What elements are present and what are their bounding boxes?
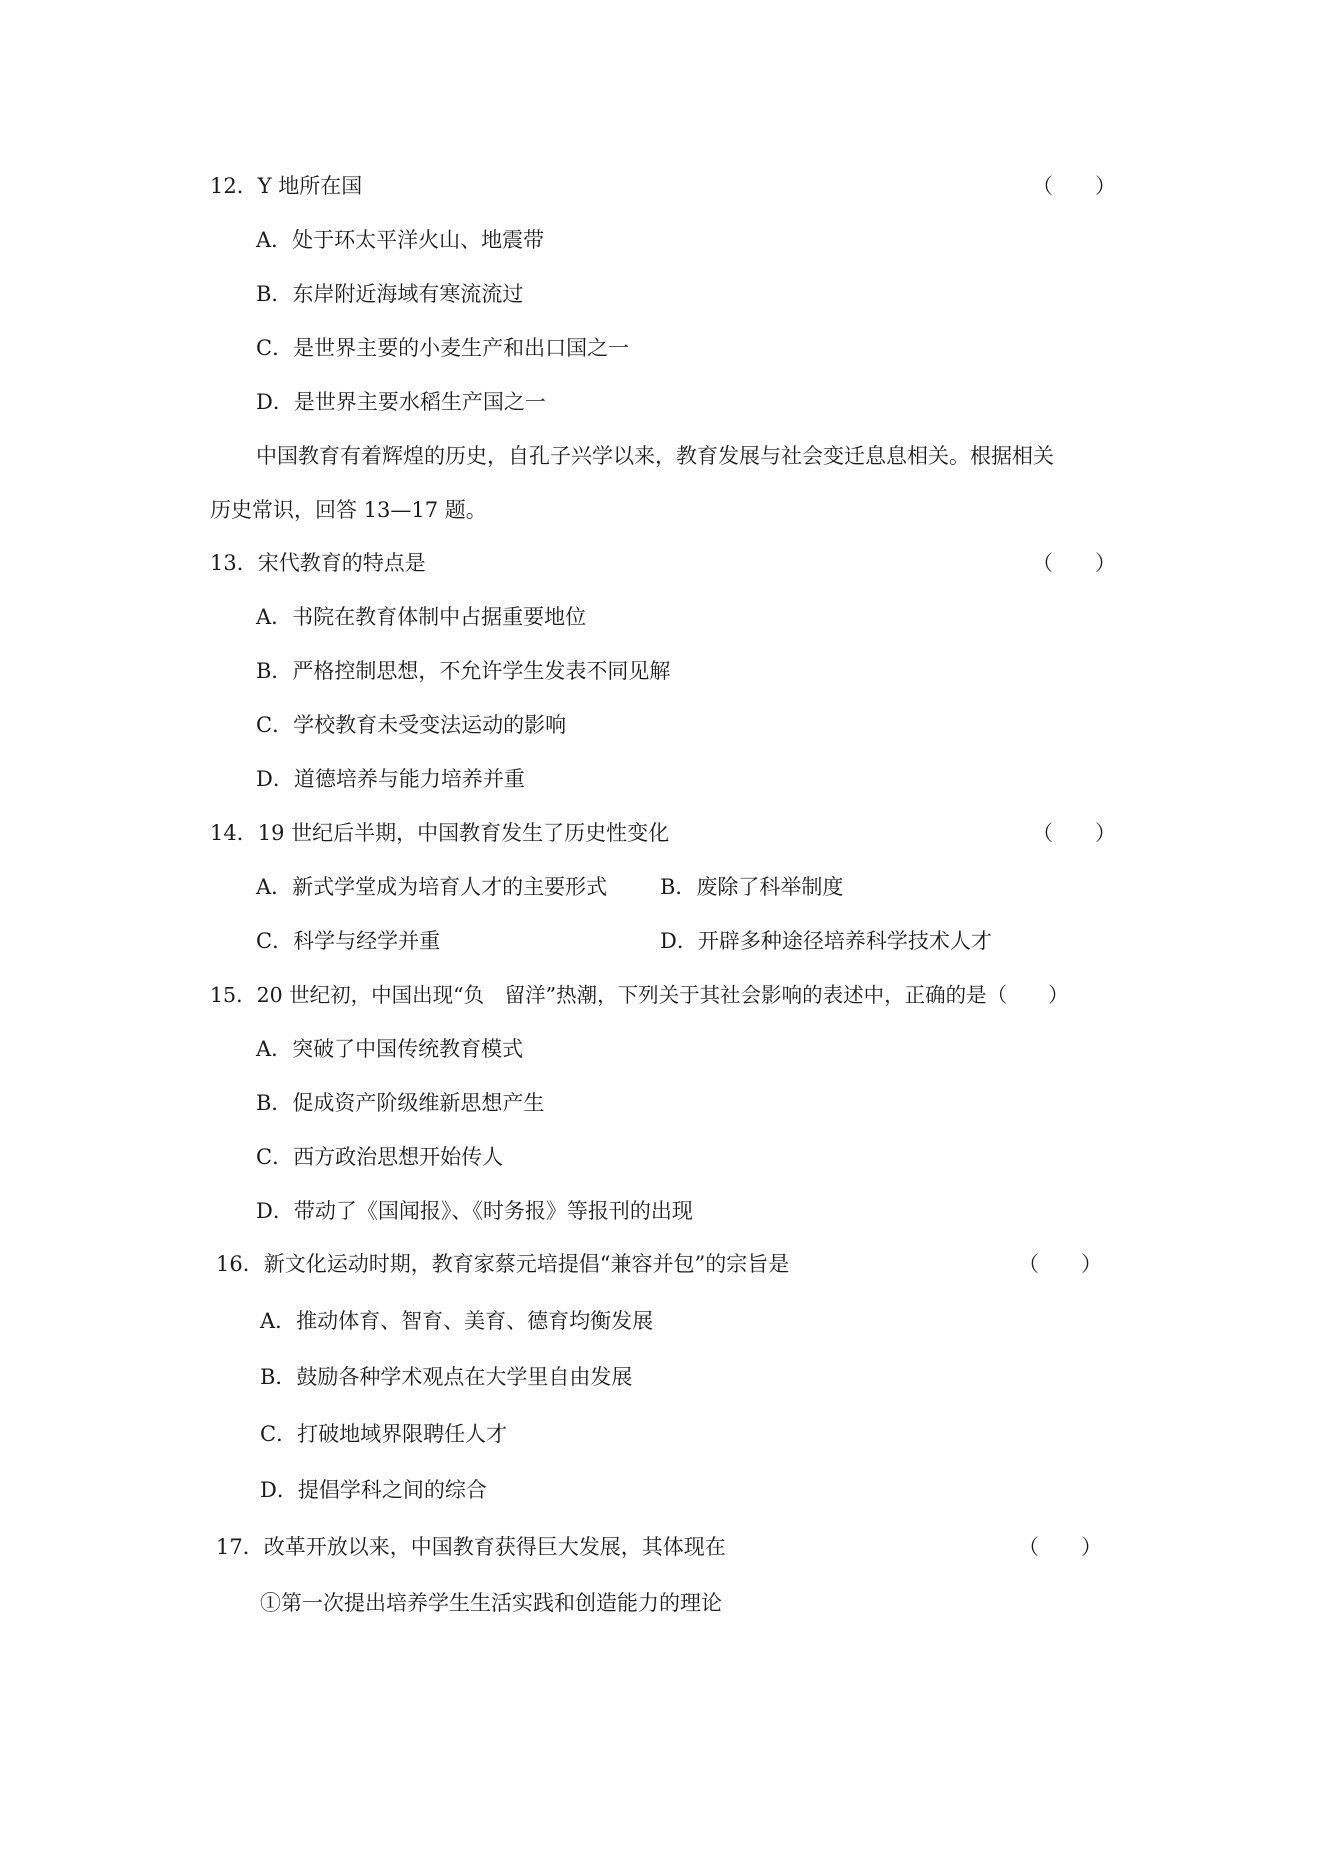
q16-option-a: A．推动体育、智育、美育、德育均衡发展: [260, 1309, 654, 1333]
q12-option-a: A．处于环太平洋火山、地震带: [256, 228, 545, 252]
q13-option-a: A．书院在教育体制中占据重要地位: [256, 605, 587, 629]
q13-option-d: D．道德培养与能力培养并重: [256, 767, 525, 791]
q14-option-c: C．科学与经学并重: [256, 929, 441, 953]
q12-option-b: B．东岸附近海域有寒流流过: [256, 282, 524, 306]
q16-answer-blank: （ ）: [1018, 1252, 1102, 1276]
q15-option-d: D．带动了《国闻报》、《时务报》等报刊的出现: [256, 1199, 693, 1223]
intro-line-1: 中国教育有着辉煌的历史，自孔子兴学以来，教育发展与社会变迁息息相关。根据相关: [256, 444, 1054, 468]
q14-answer-blank: （ ）: [1032, 821, 1116, 845]
q16-option-d: D．提倡学科之间的综合: [260, 1478, 487, 1502]
q12-answer-blank: （ ）: [1032, 174, 1116, 198]
q14-option-d: D．开辟多种途径培养科学技术人才: [660, 929, 992, 953]
q17-item-1: ①第一次提出培养学生生活实践和创造能力的理论: [260, 1591, 722, 1615]
q16-stem: 16．新文化运动时期，教育家蔡元培提倡“兼容并包”的宗旨是: [216, 1252, 790, 1276]
q12-stem: 12．Y 地所在国: [210, 174, 363, 198]
q15-stem: 15．20 世纪初，中国出现“负 留洋”热潮，下列关于其社会影响的表述中，正确的是（ ）: [210, 983, 1069, 1007]
q14-option-b: B．废除了科举制度: [660, 875, 844, 899]
q12-option-c: C．是世界主要的小麦生产和出口国之一: [256, 336, 630, 360]
q13-stem: 13．宋代教育的特点是: [210, 551, 426, 575]
q12-option-d: D．是世界主要水稻生产国之一: [256, 390, 546, 414]
q17-stem: 17．改革开放以来，中国教育获得巨大发展，其体现在: [216, 1535, 726, 1559]
q16-option-c: C．打破地域界限聘任人才: [260, 1422, 508, 1446]
q17-answer-blank: （ ）: [1018, 1535, 1102, 1559]
q13-answer-blank: （ ）: [1032, 551, 1116, 575]
intro-line-2: 历史常识，回答 13—17 题。: [210, 498, 487, 522]
q13-option-c: C．学校教育未受变法运动的影响: [256, 713, 567, 737]
q14-option-a: A．新式学堂成为培育人才的主要形式: [256, 875, 608, 899]
q16-option-b: B．鼓励各种学术观点在大学里自由发展: [260, 1365, 633, 1389]
q15-option-b: B．促成资产阶级维新思想产生: [256, 1091, 545, 1115]
q14-stem: 14．19 世纪后半期，中国教育发生了历史性变化: [210, 821, 670, 845]
q13-option-b: B．严格控制思想，不允许学生发表不同见解: [256, 659, 671, 683]
q15-option-a: A．突破了中国传统教育模式: [256, 1037, 524, 1061]
q15-option-c: C．西方政治思想开始传人: [256, 1145, 504, 1169]
